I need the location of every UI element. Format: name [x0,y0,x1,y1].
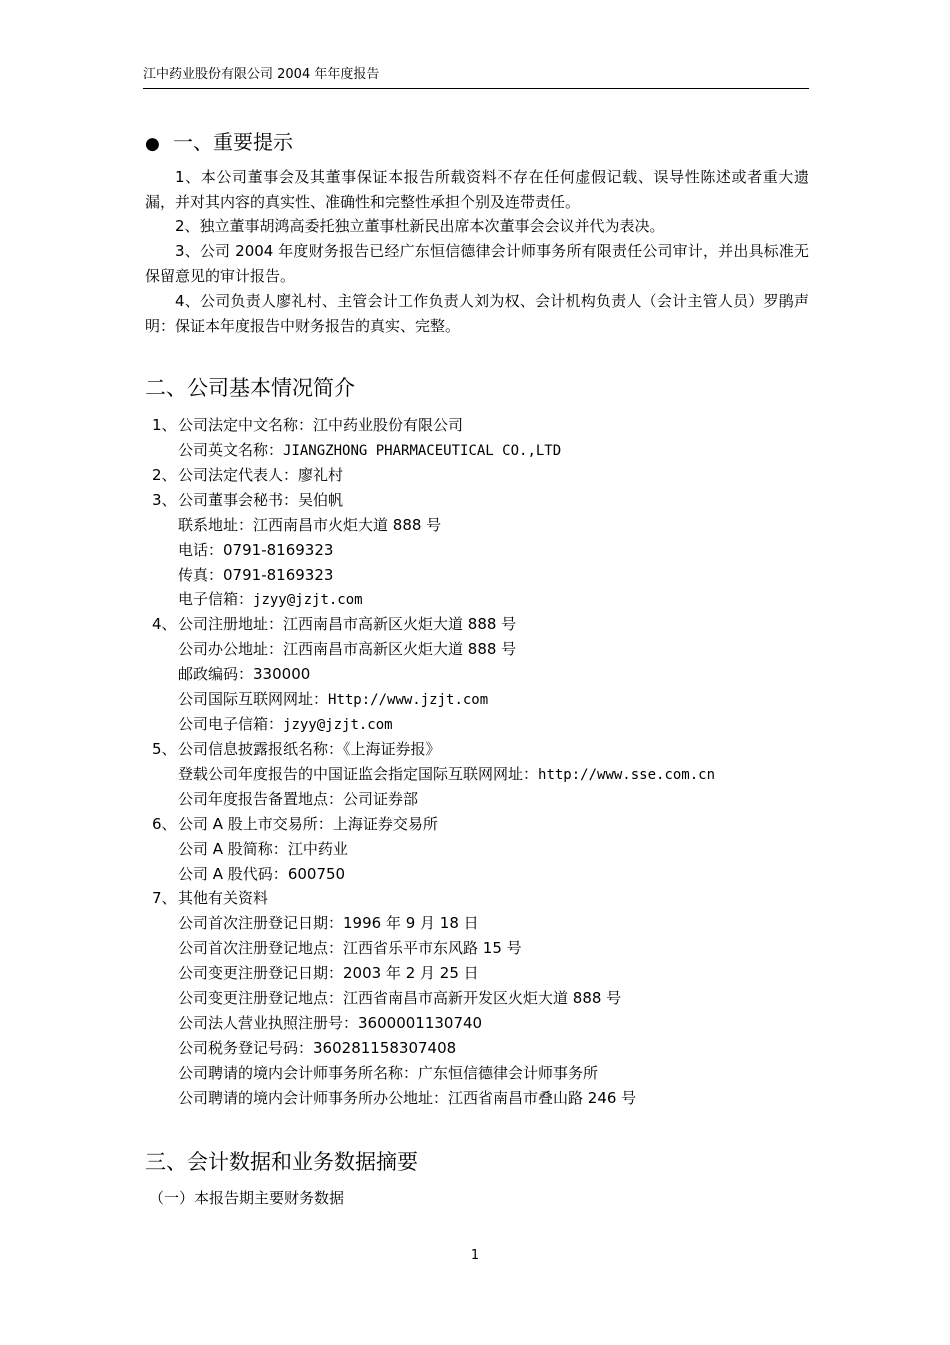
info-value: 江中药业股份有限公司 [313,416,464,434]
info-line [152,739,441,759]
info-number: 7、 [152,889,177,908]
section-1-title: 一、重要提示 [173,130,293,154]
info-label: 公司法定中文名称： [178,416,314,434]
info-value: 江西省南昌市高新开发区火炬大道 888 号 [343,989,622,1008]
info-line [152,1088,636,1108]
info-line [152,1038,456,1058]
info-label: 公司首次注册登记地点： [178,939,344,958]
info-value: 江西南昌市火炬大道 888 号 [253,515,442,534]
section-1-heading [145,129,293,157]
info-line [152,664,310,684]
info-line [152,864,345,884]
info-line [152,988,621,1008]
info-line [152,465,343,485]
info-value: jzyy@jzjt.com [283,717,393,734]
info-label: 公司年度报告备置地点： [178,789,344,808]
bullet-icon: ● [145,134,160,154]
info-label: 公司税务登记号码： [178,1039,314,1057]
info-value: 吴伯帆 [298,490,344,509]
info-label: 邮政编码： [178,665,254,684]
info-value: 江中药业 [287,839,348,858]
info-value: 360281158307408 [313,1039,457,1057]
info-label: 公司变更注册登记日期： [178,964,344,983]
info-label: 公司变更注册登记地点： [178,989,344,1008]
info-line [152,913,479,933]
info-value: 600750 [287,864,346,883]
section-3-title: 三、会计数据和业务数据摘要 [145,1150,418,1174]
info-label: 公司注册地址： [178,615,284,634]
info-line [152,1063,598,1083]
info-value: 上海证券交易所 [332,814,438,833]
info-value: 0791-8169323 [223,540,334,559]
info-line [152,639,516,659]
info-value: 0791-8169323 [223,565,334,584]
info-value: 江西南昌市高新区火炬大道 888 号 [283,615,517,634]
info-line [152,689,488,710]
info-value: 江西省南昌市叠山路 246 号 [448,1088,637,1107]
info-number: 5、 [152,739,177,758]
info-line [152,938,522,958]
subsection-title: （一）本报告期主要财务数据 [149,1189,345,1207]
info-value: 1996 年 9 月 18 日 [343,914,479,933]
info-value: 330000 [253,665,311,684]
info-label: 公司电子信箱： [178,715,284,734]
info-value: 《上海证券报》 [343,739,441,758]
info-line [152,565,333,585]
info-label: 公司 A 股代码： [178,864,288,883]
info-label: 公司国际互联网网址： [178,690,329,709]
info-line [152,515,441,535]
info-label: 电子信箱： [178,590,254,609]
info-line [152,1013,482,1033]
info-label: 登载公司年度报告的中国证监会指定国际互联网网址： [178,764,539,783]
info-value: 江西南昌市高新区火炬大道 888 号 [283,640,517,659]
info-value: http://www.sse.com.cn [538,766,716,783]
notice-paragraph: 2、独立董事胡鸿高委托独立董事杜新民出席本次董事会会议并代为表决。 [175,217,665,235]
info-value: 2003 年 2 月 25 日 [343,964,479,983]
info-line [152,490,343,510]
notice-paragraph: 1、本公司董事会及其董事保证本报告所载资料不存在任何虚假记载、误导性陈述或者重大遗漏，并对其内容的真实性、准确性和完整性承担个别及连带责任。 [145,168,809,211]
info-label: 公司 A 股上市交易所： [178,814,333,833]
info-label: 联系地址： [178,515,254,534]
info-value: 江西省乐平市东风路 15 号 [343,939,522,958]
info-value: Http://www.jzjt.com [328,692,489,709]
info-line [152,415,463,435]
info-line [152,764,715,785]
info-label: 公司首次注册登记日期： [178,914,344,933]
info-label: 公司信息披露报纸名称： [178,739,344,758]
info-value: jzyy@jzjt.com [253,592,363,609]
info-label: 公司法定代表人： [178,465,299,484]
info-line [152,839,348,859]
info-label: 公司法人营业执照注册号： [178,1014,359,1033]
info-label: 其他有关资料 [178,889,269,908]
section-2-title: 二、公司基本情况简介 [145,376,355,400]
info-label: 公司英文名称： [178,440,284,459]
info-line [152,714,393,735]
info-value: JIANGZHONG PHARMACEUTICAL CO.,LTD [283,442,562,459]
info-line [152,589,363,610]
info-label: 电话： [178,540,224,559]
info-line [152,888,268,908]
info-number: 3、 [152,490,177,509]
page-header: 江中药业股份有限公司 2004 年年度报告 [143,66,809,89]
info-value: 3600001130740 [358,1014,483,1033]
info-number: 6、 [152,814,177,833]
info-label: 公司聘请的境内会计师事务所名称： [178,1063,419,1082]
info-label: 公司 A 股简称： [178,839,288,858]
info-label: 公司聘请的境内会计师事务所办公地址： [178,1088,449,1107]
notice-paragraph: 3、公司 2004 年度财务报告已经广东恒信德律会计师事务所有限责任公司审计，并出具标准无保留意见的审计报告。 [145,242,809,285]
info-label: 公司办公地址： [178,640,284,659]
info-label: 传真： [178,565,224,584]
page-number: 1 [470,1248,480,1263]
info-number: 4、 [152,615,177,634]
info-line [152,614,516,634]
info-value: 廖礼村 [298,465,344,484]
notice-paragraph: 4、公司负责人廖礼村、主管会计工作负责人刘为权、会计机构负责人（会计主管人员）罗鹃声明：保证本年度报告中财务报告的真实、完整。 [145,292,809,335]
info-number: 1、 [152,416,177,434]
info-line [152,963,479,983]
info-value: 广东恒信德律会计师事务所 [418,1063,599,1082]
info-line [152,814,438,834]
info-label: 公司董事会秘书： [178,490,299,509]
info-line [152,540,333,560]
info-value: 公司证券部 [343,789,419,808]
info-line [152,440,561,461]
info-number: 2、 [152,465,177,484]
info-line [152,789,418,809]
